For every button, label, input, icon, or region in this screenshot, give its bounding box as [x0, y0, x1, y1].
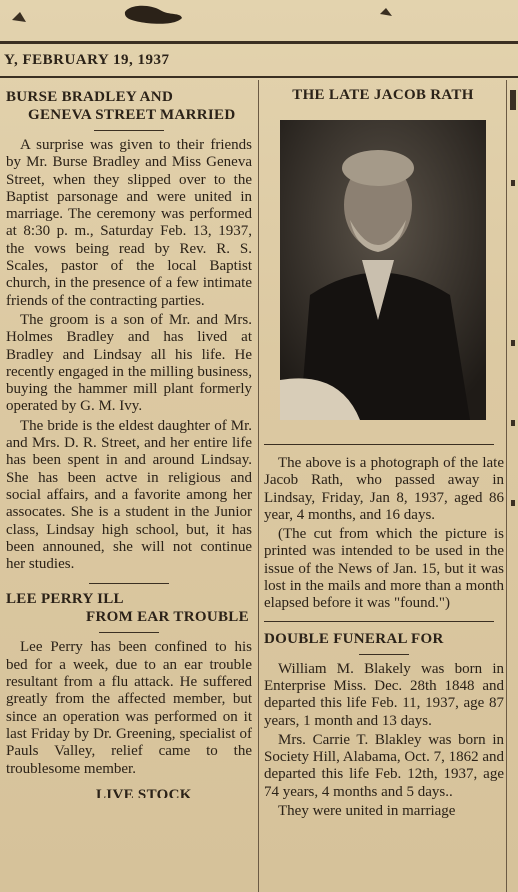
article-paragraph: William M. Blakely was born in Enterprise Miss. Dec. 28th 1848 and departed this life Feb. 11, 1937, age 87 years, 1 month and 13 days. — [264, 660, 504, 729]
left-column — [6, 88, 252, 798]
article-paragraph: They were united in marriage — [278, 803, 456, 820]
photo-rule — [264, 444, 494, 445]
masthead-fragment — [0, 0, 518, 40]
date-rule — [0, 76, 518, 78]
headline-jacob-rath: THE LATE JACOB RATH — [292, 87, 474, 103]
headline-rule — [359, 654, 409, 655]
article-paragraph: Mrs. Carrie T. Blakley was born in Society Hill, Alabama, Oct. 7, 1862 and departed this life Feb. 12th, 1937, age 74 years, 4 months and 5 days.. — [264, 731, 504, 800]
headline-double-funeral: DOUBLE FUNERAL FOR — [264, 630, 444, 647]
headline-bradley-street: BURSE BRADLEY AND GENEVA STREET MARRIED — [6, 89, 236, 123]
right-column-text — [264, 444, 504, 822]
top-rule — [0, 41, 518, 44]
right-column — [264, 86, 502, 104]
portrait-image — [280, 120, 486, 420]
adjacent-column-fragment — [508, 80, 518, 892]
column-divider — [258, 80, 259, 892]
headline-lee-perry: LEE PERRY ILL FROM EAR TROUBLE — [6, 591, 249, 626]
article-paragraph: The groom is a son of Mr. and Mrs. Holmes Bradley and has lived at Bradley and Lindsay all his life. He recently engaged in the milling business, buying the hammer mill plant formerly operated by G. M. Ivy. — [6, 311, 252, 415]
dateline: Y, FEBRUARY 19, 1937 — [4, 52, 170, 68]
article-paragraph: The bride is the eldest daughter of Mr. and Mrs. D. R. Street, and her entire life has been spent in and around Lindsay. She has been actve in religious and social affairs, and a favorite among her assocates. She is a student in the Junior class, Lindsay high school, but, it has been announed, she will not continue her studies. — [6, 417, 252, 573]
section-rule — [89, 583, 169, 584]
caption-paragraph: (The cut from which the picture is printed was intended to be used in the issue of the News of Jan. 15, but it was lost in the mails and more than a month elapsed before it was "found.") — [264, 526, 504, 612]
article-paragraph: A surprise was given to their friends by Mr. Burse Bradley and Miss Geneva Street, when they slipped over to the Baptist parsonage and were united in marriage. The ceremony was performed at 8:30 p. m., Saturday Feb. 13, 1937, the vows being read by Rev. R. S. Scales, pastor of the local Baptist church, in the presence of a few intimate friends of the contracting parties. — [6, 137, 252, 309]
headline-rule — [99, 632, 159, 633]
article-paragraph: Lee Perry has been confined to his bed for a week, due to an ear trouble resultant from a flu attack. He suffered greatly from the affected member, but since an operation was performed on it last Friday by Dr. Greening, specialist of Pauls Valley, relief came to the troublesome member. — [6, 639, 252, 777]
caption-paragraph: The above is a photograph of the late Jacob Rath, who passed away in Lindsay, Friday, Jan 8, 1937, aged 86 year, 4 months, and 16 days. — [264, 455, 504, 523]
section-rule — [264, 621, 494, 622]
headline-rule — [94, 130, 164, 131]
headline-live-stock-cut: LIVE STOCK — [96, 786, 192, 798]
portrait-photo — [280, 120, 486, 420]
column-divider-right — [506, 80, 507, 892]
